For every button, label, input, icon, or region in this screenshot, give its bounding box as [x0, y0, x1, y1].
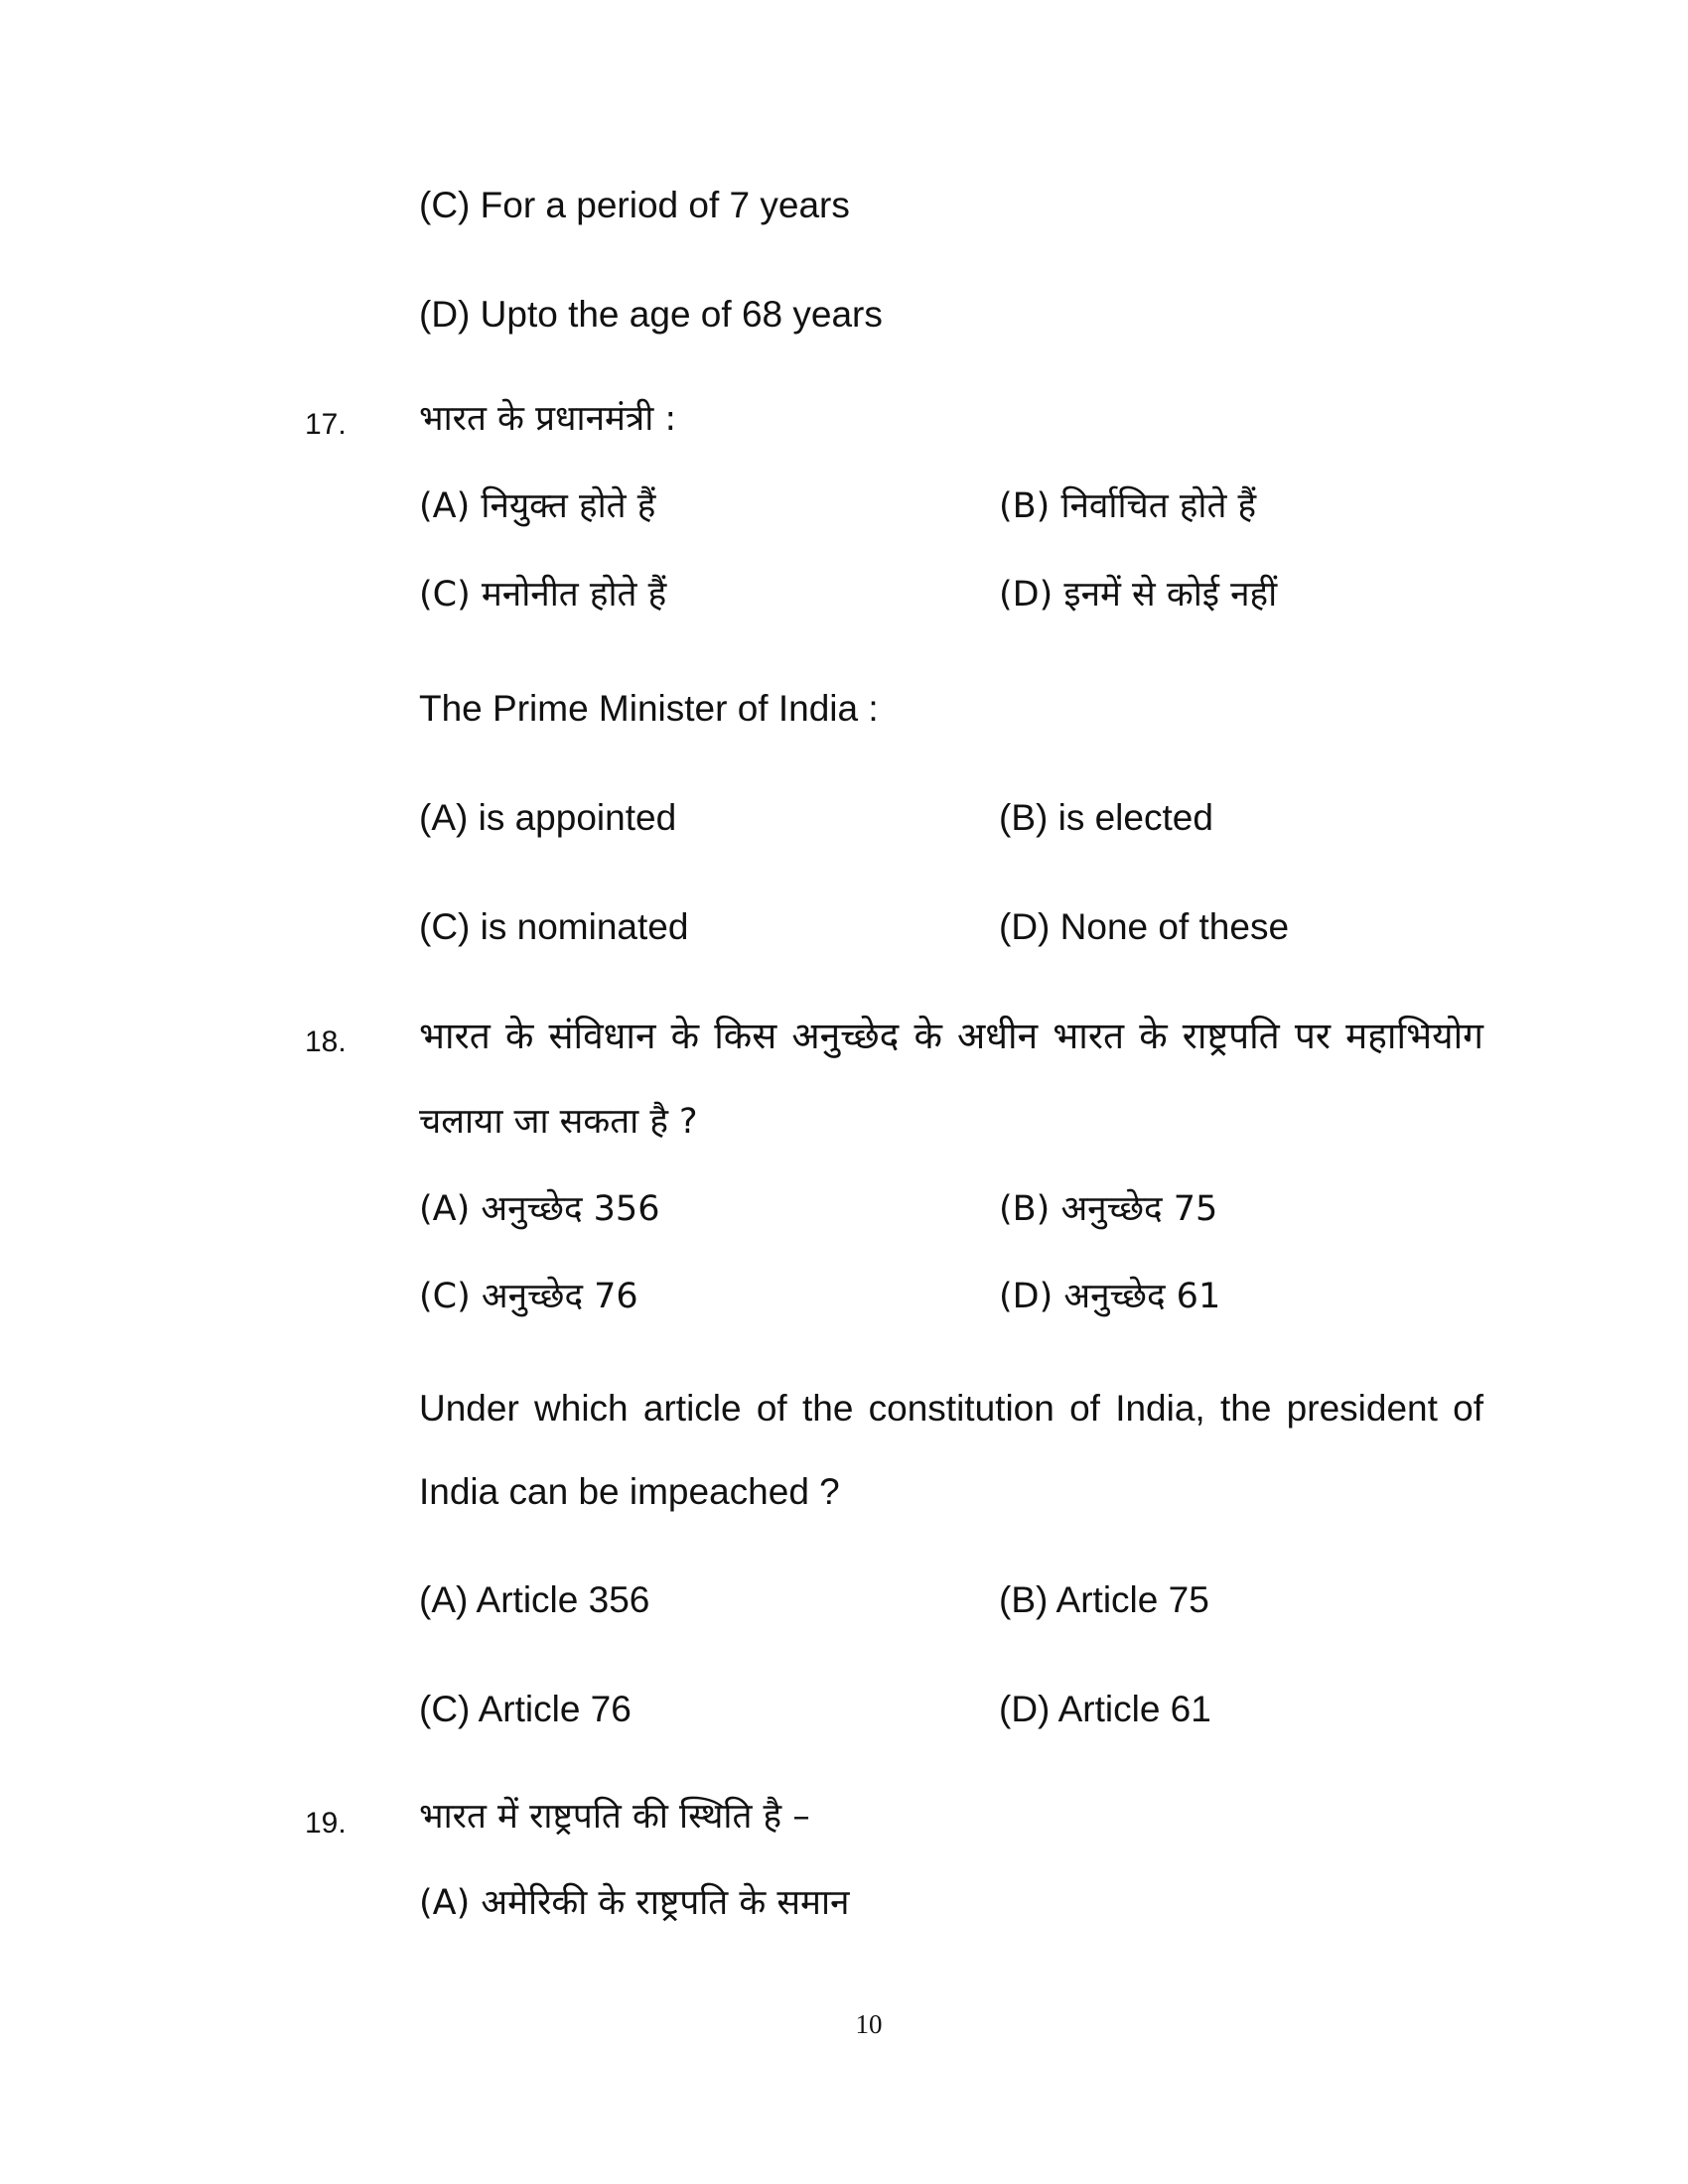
q18-english-option-b: (B) Article 75: [999, 1579, 1209, 1620]
q18-hindi-option-d: (D) अनुच्छेद 61: [999, 1277, 1221, 1316]
question-number-18: 18.: [305, 1025, 347, 1058]
q17-hindi-option-c: (C) मनोनीत होते हैं: [419, 575, 667, 614]
q18-hindi-question-line1: भारत के संविधान के किस अनुच्छेद के अधीन भारत के राष्ट्रपति पर महाभियोग: [419, 1015, 1483, 1057]
q19-hindi-option-a: (A) अमेरिकी के राष्ट्रपति के समान: [419, 1883, 850, 1923]
q18-english-option-c: (C) Article 76: [419, 1689, 632, 1729]
q17-hindi-option-d: (D) इनमें से कोई नहीं: [999, 575, 1278, 614]
q17-english-question: The Prime Minister of India :: [419, 688, 879, 729]
q18-hindi-option-a: (A) अनुच्छेद 356: [419, 1189, 660, 1229]
question-number-19: 19.: [305, 1807, 347, 1840]
q18-hindi-question-line2: चलाया जा सकता है ?: [419, 1102, 698, 1142]
q17-english-option-a: (A) is appointed: [419, 797, 677, 838]
page-number: 10: [855, 2009, 883, 2039]
q16-option-c: (C) For a period of 7 years: [419, 185, 850, 225]
q18-hindi-option-b: (B) अनुच्छेद 75: [999, 1189, 1218, 1229]
q17-hindi-question: भारत के प्रधानमंत्री :: [419, 399, 677, 439]
q18-english-option-d: (D) Article 61: [999, 1689, 1211, 1729]
q18-english-question-line1: Under which article of the constitution of India, the president of: [419, 1388, 1483, 1429]
q16-option-d: (D) Upto the age of 68 years: [419, 294, 883, 335]
q17-english-option-d: (D) None of these: [999, 906, 1290, 947]
q17-english-option-b: (B) is elected: [999, 797, 1213, 838]
q17-hindi-option-a: (A) नियुक्त होते हैं: [419, 486, 656, 526]
q17-english-option-c: (C) is nominated: [419, 906, 689, 947]
q19-hindi-question: भारत में राष्ट्रपति की स्थिति है –: [419, 1797, 810, 1837]
q18-english-option-a: (A) Article 356: [419, 1579, 650, 1620]
q17-hindi-option-b: (B) निर्वाचित होते हैं: [999, 486, 1257, 526]
question-number-17: 17.: [305, 408, 347, 441]
q18-hindi-option-c: (C) अनुच्छेद 76: [419, 1277, 638, 1316]
q18-english-question-line2: India can be impeached ?: [419, 1471, 840, 1512]
